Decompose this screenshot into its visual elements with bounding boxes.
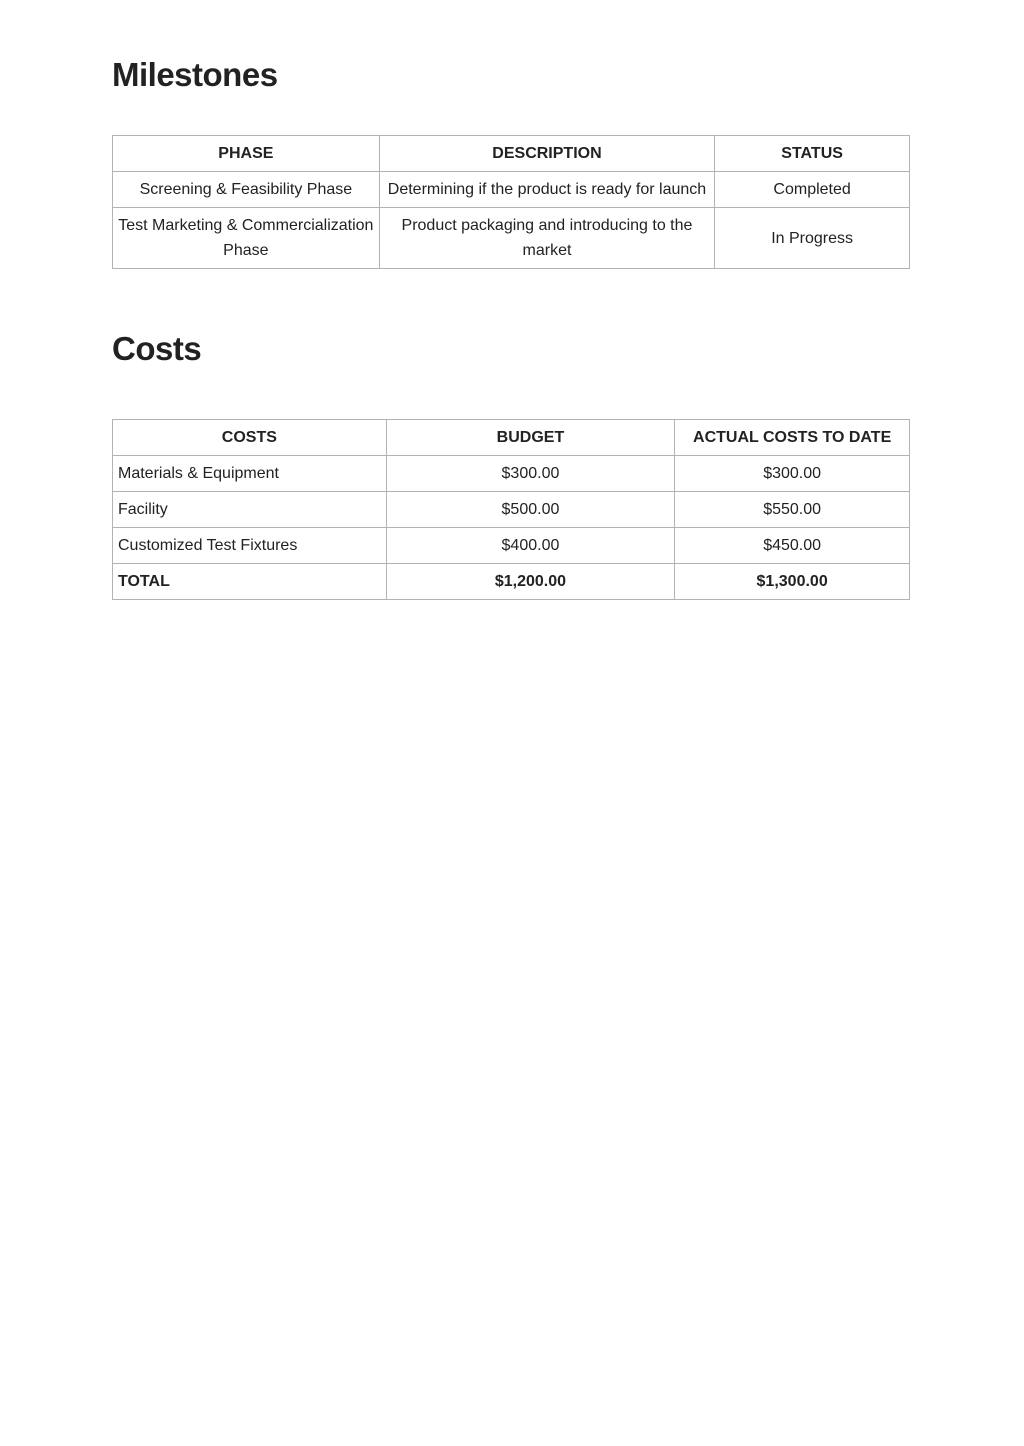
- costs-header-row: [113, 420, 910, 456]
- column-header-phase: PHASE: [113, 136, 380, 172]
- column-header-actual: ACTUAL COSTS TO DATE: [675, 420, 910, 456]
- costs-title: Costs: [112, 330, 202, 367]
- actual-cell: $300.00: [675, 456, 910, 492]
- table-row: [113, 528, 910, 564]
- total-row: [113, 564, 910, 600]
- actual-cell: $450.00: [675, 528, 910, 564]
- column-header-description: DESCRIPTION: [379, 136, 715, 172]
- actual-cell: $550.00: [675, 492, 910, 528]
- status-cell: In Progress: [715, 208, 910, 269]
- milestones-table: [112, 135, 910, 269]
- costs-table: [112, 419, 910, 600]
- column-header-budget: BUDGET: [386, 420, 675, 456]
- phase-cell: Screening & Feasibility Phase: [113, 172, 380, 208]
- table-row: [113, 208, 910, 269]
- cost-item-cell: Materials & Equipment: [113, 456, 387, 492]
- table-row: [113, 492, 910, 528]
- cost-item-cell: Customized Test Fixtures: [113, 528, 387, 564]
- column-header-costs: COSTS: [113, 420, 387, 456]
- milestones-title: Milestones: [112, 56, 278, 93]
- phase-cell: Test Marketing & Commercialization Phase: [113, 208, 380, 269]
- milestones-header-row: [113, 136, 910, 172]
- description-cell: Determining if the product is ready for launch: [379, 172, 715, 208]
- total-actual-cell: $1,300.00: [675, 564, 910, 600]
- column-header-status: STATUS: [715, 136, 910, 172]
- total-budget-cell: $1,200.00: [386, 564, 675, 600]
- budget-cell: $400.00: [386, 528, 675, 564]
- budget-cell: $300.00: [386, 456, 675, 492]
- description-cell: Product packaging and introducing to the market: [379, 208, 715, 269]
- total-label-cell: TOTAL: [113, 564, 387, 600]
- table-row: [113, 456, 910, 492]
- table-row: [113, 172, 910, 208]
- cost-item-cell: Facility: [113, 492, 387, 528]
- status-cell: Completed: [715, 172, 910, 208]
- budget-cell: $500.00: [386, 492, 675, 528]
